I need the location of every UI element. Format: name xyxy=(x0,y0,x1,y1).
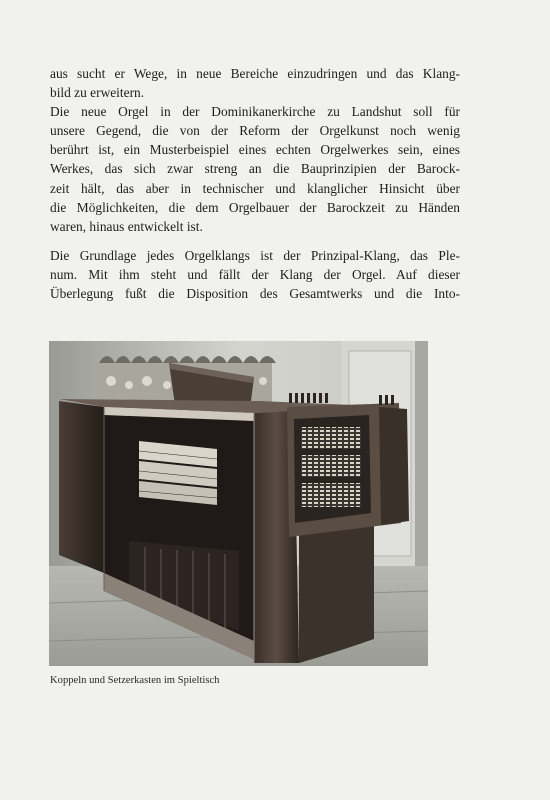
organ-console-photo xyxy=(49,341,428,666)
text-line: berührt ist, ein Musterbeispiel eines echten Orgelwerkes sein, eines xyxy=(50,142,460,158)
text-line: num. Mit ihm steht und fällt der Klang der Orgel. Auf dieser xyxy=(50,266,460,282)
paragraph-2 xyxy=(50,102,460,236)
text-line: unsere Gegend, die von der Reform der Orgelkunst noch wenig xyxy=(50,123,460,139)
figure-caption: Koppeln und Setzerkasten im Spieltisch xyxy=(50,675,220,686)
text-line: Werkes, das sich zwar streng an die Bauprinzipien der Barock- xyxy=(50,161,460,177)
text-line: Überlegung fußt die Disposition des Gesamtwerks und die Into- xyxy=(50,286,460,302)
text-line: bild zu erweitern. xyxy=(50,85,145,101)
paragraph-1 xyxy=(50,64,460,102)
text-line: waren, hinaus entwickelt ist. xyxy=(50,218,203,234)
text-line: Die Grundlage jedes Orgelklangs ist der Prinzipal-Klang, das Ple- xyxy=(50,247,460,263)
text-line: die Möglichkeiten, die dem Orgelbauer der Barockzeit zu Händen xyxy=(50,199,460,215)
text-line: Die neue Orgel in der Dominikanerkirche zu Landshut soll für xyxy=(50,104,460,120)
paragraph-3 xyxy=(50,246,460,303)
text-line: aus sucht er Wege, in neue Bereiche einzudringen und das Klang- xyxy=(50,66,460,81)
body-text xyxy=(50,64,460,303)
text-line: zeit hält, das aber in technischer und klanglicher Hinsicht über xyxy=(50,180,460,196)
